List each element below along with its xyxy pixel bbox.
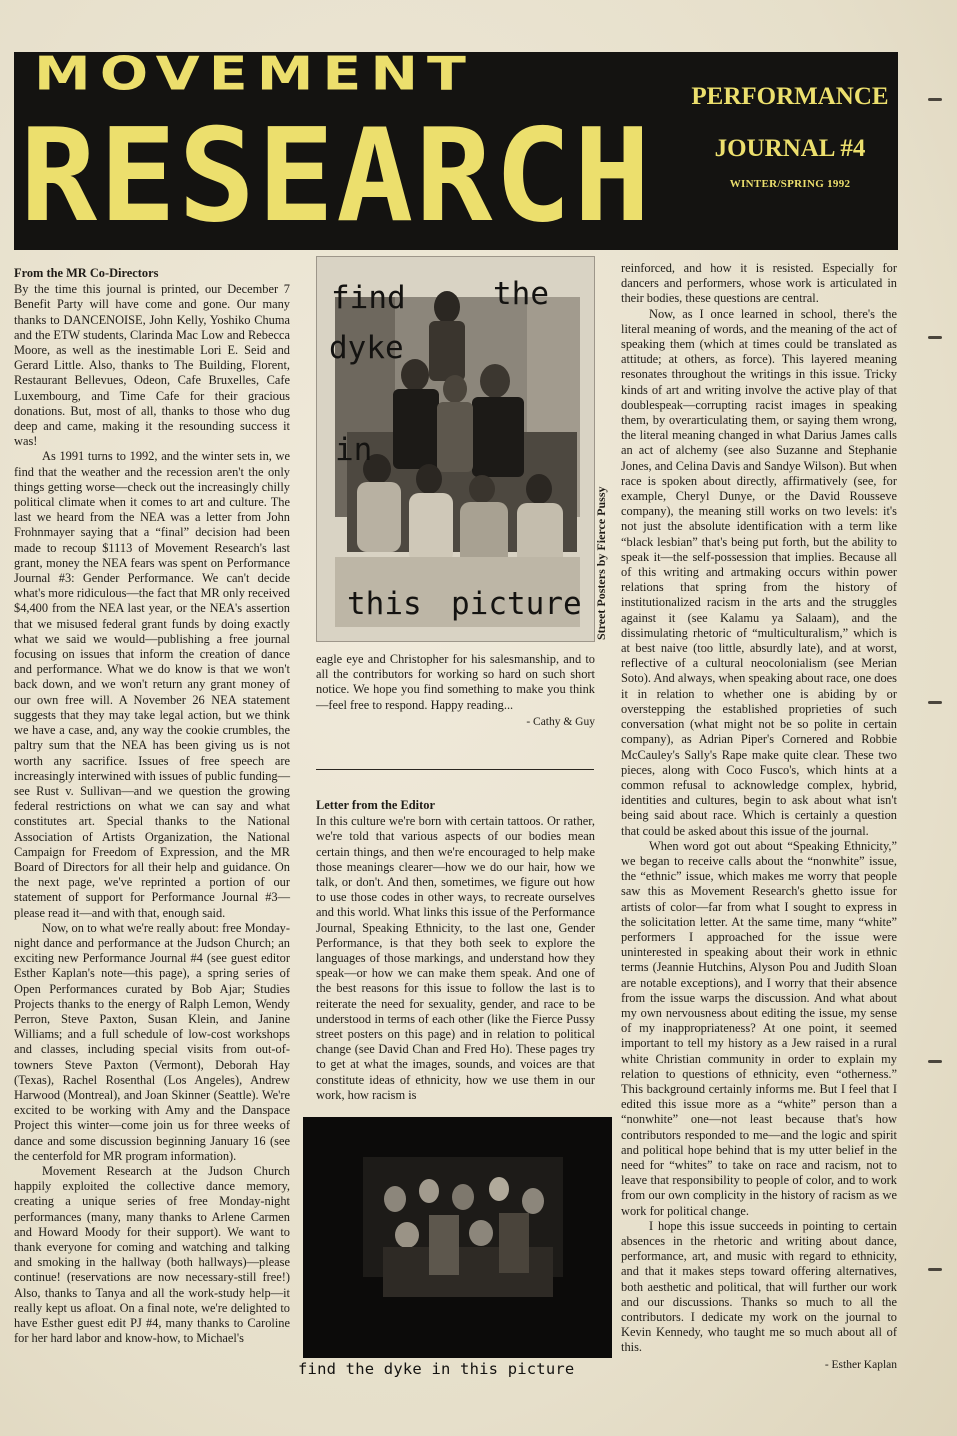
poster-word: find bbox=[331, 280, 406, 316]
co-directors-continuation bbox=[316, 652, 595, 730]
co-directors-paragraph: eagle eye and Christopher for his salesmanship, and to all the contributors for working so hard on such short notice. We hope you find something to make you think—feel free to respond. Happy reading... bbox=[316, 652, 595, 712]
group-photo bbox=[303, 1117, 612, 1358]
editor-letter-paragraph: Now, as I once learned in school, there's the literal meaning of words, and the meaning of the act of speaking them (which at times could be translated as attitude; at others, as force). This layered meaning resonates throughout the writings in this issue. Tricky kinds of art and writing involve the active play of that doublespeak—corrupting racist images in speaking them, by overarticulating them, or saying them wrong, the literal meaning changed in what Darius James calls an act of alchemy (see also Suzanne and Stephanie Jones, and Celina Davis and Sandye Wilson). But when race is spoken about directly, affirmatively (see, for example, Cheryl Dunye, or the David Rousseve company), the meaning still works on two levels: it's not just the absolute identification with a term like “black lesbian” that's being put forth, but the ability to speak it—the self-possession that implies. Because all of this writing and artmaking occurs within power relations that spring from the history of institutionalized racism in the arts and the struggles against it (see Kalamu ya Salaam), and the dissimulating rhetoric of “multiculturalism,” which is at best naive (too little, absurdly late), and at worst, reflective of a cultural neocolonialism (see Merian Soto). And always, when speaking about race, one does it in relation to whether one is abiding by or overstepping the established proprieties of such conversation (what might not be so polite in certain company), as Adrian Piper's Cornered and Robbie McCauley's Sally's Rape make quite clear. These two pieces, along with Coco Fusco's, which hints at a common refusal to acknowledge complex, hybrid, identities and cultures, begin to ask about what isn't being said about race. Which is certainly a question that could be asked about this issue of the journal. bbox=[621, 306, 897, 838]
poster-word: picture bbox=[451, 586, 582, 622]
poster-word: the bbox=[493, 276, 549, 312]
masthead-season: WINTER/SPRING 1992 bbox=[729, 178, 851, 190]
masthead-performance: PERFORMANCE bbox=[691, 83, 889, 110]
binding-mark bbox=[928, 1060, 942, 1063]
binding-mark bbox=[928, 1268, 942, 1271]
co-directors-heading: From the MR Co-Directors bbox=[14, 266, 159, 280]
co-directors-column bbox=[14, 266, 290, 1346]
editor-letter-heading: Letter from the Editor bbox=[316, 798, 435, 812]
co-directors-paragraph: Movement Research at the Judson Church happily exploited the collective dance memory, creating a unique series of free Monday-night performances (many, many thanks to Arlene Carmen and Howard Moody for their support). We want to thank everyone for coming and watching and talking and smoking in the hallway (both hallways)—please continue! (reservations are now necessary-still free!) Also, thanks to Tanya and all the work-study help—it really kept us afloat. On a final note, we're delighted to have Esther guest edit PJ #4, many thanks to Caroline for her hard labor and know-how, to Michael's bbox=[14, 1163, 290, 1346]
group-photo-image bbox=[303, 1117, 612, 1358]
co-directors-paragraph: By the time this journal is printed, our December 7 Benefit Party will have come and gone. Our many thanks to DANCENOISE, John Kelly, Yoshiko Chuma and the ETW students, Clarinda Mac Low and Rebecca Moore, as well as the inestimable Lori E. Seid and Gerard Little. Also, thanks to The Building, Florent, Restaurant Bellevues, Odeon, Cafe Bruxelles, Cafe Luxembourg, and Time Cafe for their gracious donations. But, most of all, thanks to those who dug deep and came, making it the resounding success it was! bbox=[14, 282, 290, 449]
masthead-issue-block bbox=[682, 82, 898, 190]
masthead-research: RESEARCH bbox=[20, 102, 653, 251]
co-directors-paragraph: As 1991 turns to 1992, and the winter sets in, we find that the weather and the recession aren't the only things getting worse—check out the increasingly chilly political climate when it comes to art and culture. The last we heard from the NEA was a letter from John Frohnmayer saying that a “final” decision had been made to recoup $1113 of Movement Research's last grant, money the NEA fears was spent on Performance Journal #3: Gender Performance. We can't decide what's more ridiculous—the fact that MR only received $4,400 from the NEA last year, or the NEA's assertion that we misused federal grant funds by doing exactly what we said we would—publishing a free journal focusing on issues that inform the creation of dance and performance. What we do know is that we won't back down, and we won't return any grant money of our own free will. A November 26 NEA statement suggests that they may take legal action, but we think we have a case, and, any way the cookie crumbles, the paltry sum that the NEA has been giving us is not worth any sacrifice. Issues of free speech are increasingly interwined with issues of public funding—see Rust v. Sullivan—and we question the growing federal restrictions on what we can say and what constitutes art. Special thanks to the National Association of Artists Organization, the National Campaign for Freedom of Expression, and the MR Board of Directors for all their help and guidance. On the next page, we've reprinted a portion of our statement of support for Performance Journal #3—please read it—and with that, enough said. bbox=[14, 449, 290, 920]
co-directors-signature: - Cathy & Guy bbox=[526, 715, 595, 728]
masthead-journal-number: JOURNAL #4 bbox=[714, 135, 866, 162]
binding-mark bbox=[928, 701, 942, 704]
photo-credit: Street Posters by Fierce Pussy bbox=[594, 486, 608, 640]
editor-letter-paragraph: When word got out about “Speaking Ethnicity,” we began to receive calls about the “nonwhite” issue, the “ethnic” issue, which makes me worry that people saw this as Movement Research's ghetto issue for artists of color—far from what I sought to express in the solicitation letter. At the same time, many “white” performers I approached for the issue were uninterested in speaking about their work in ethnic terms (Jeannie Hutchins, Alyson Pou and Judith Sloan are notable exceptions), and I worry that their absence from the issue warps the discussion. And what about my own nervousness about editing the issue, my sense of my inappropriateness? At one point, it seemed important to tell my history as a Jew raised in a rural white Christian community in order to explain my relation to questions of ethnicity, even “otherness.” This background certainly informs me. But I feel that I edited this issue more as a “white” person than a “nonwhite” one—not least because that's how contributors responded to me—and the logic and spirit and political hope behind that is my utter belief in the need for “whites” to take on race and racism, not to leave that responsibility to people of color, and to work from our own complicity in the history of racism as we work for political change. bbox=[621, 838, 897, 1218]
editor-letter-paragraph: In this culture we're born with certain tattoos. Or rather, we're told that various aspects of our bodies mean certain things, and then we're encouraged to help make those meanings clearer—how we do our hair, how we talk, or don't. And then, sometimes, we figure out how to use those codes in other ways, to recreate ourselves and this world. What links this issue of the Performance Journal, Speaking Ethnicity, to the last one, Gender Performance, is that they both seek to explore the languages of those markings, and understand how they speak—or how we can make them speak. And one of the best reasons for this issue to follow the last is to reiterate the need for sexuality, gender, and race to be understood in terms of each other (like the Fierce Pussy street posters on this page) and in relation to political change (see David Chan and Fred Ho). These pages try to get at what the images, sounds, and voices are that constitute ideas of ethnicity, how we use them in our work, how racism is bbox=[316, 814, 595, 1102]
masthead-movement: MOVEMENT bbox=[34, 47, 475, 102]
editor-letter-continuation bbox=[621, 261, 897, 1373]
editor-letter-paragraph: I hope this issue succeeds in pointing to certain absences in the rhetoric and writing about dance, performance, art, and music with regard to ethnicity, and that it makes steps toward offering alternatives, both aesthetic and political, that will further our work and our discussions. Thanks so much to all the contributors. I dedicate my work on the journal to Kevin Kennedy, who taught me so much about all of this. bbox=[621, 1218, 897, 1355]
editor-signature: - Esther Kaplan bbox=[824, 1358, 897, 1371]
binding-mark bbox=[928, 336, 942, 339]
editor-letter-column bbox=[316, 798, 595, 1103]
poster-word: this bbox=[347, 586, 422, 622]
section-divider bbox=[316, 769, 594, 770]
editor-letter-paragraph: reinforced, and how it is resisted. Especially for dancers and performers, whose work is articulated in their bodies, these questions are central. bbox=[621, 261, 897, 306]
co-directors-paragraph: Now, on to what we're really about: free Monday-night dance and performance at the Judson Church; an exciting new Performance Journal #4 (see guest editor Esther Kaplan's note—this page), a spring series of Open Performances curated by Bob Ajar; Studies Projects thanks to the energy of Ralph Lemon, Wendy Perron, Steve Paxton, Susan Klein, and Janine Williams; and a full schedule of low-cost workshops and classes, including special visits from out-of-towners Steve Paxton (Vermont), Deborah Hay (Texas), Rachel Rosenthal (Los Angeles), Andrew Harwood (Montreal), and Joan Skinner (Seattle). We're excited to be working with Amy and the Danspace Project this winter—come join us for three weeks of dance and some discussion beginning January 16 (see the centerfold for MR program information). bbox=[14, 920, 290, 1163]
binding-mark bbox=[928, 98, 942, 101]
masthead bbox=[14, 47, 898, 251]
poster-word: in bbox=[335, 432, 373, 468]
street-poster-photo bbox=[316, 256, 595, 642]
group-photo-caption: find the dyke in this picture bbox=[298, 1360, 575, 1378]
poster-word: dyke bbox=[329, 330, 404, 366]
